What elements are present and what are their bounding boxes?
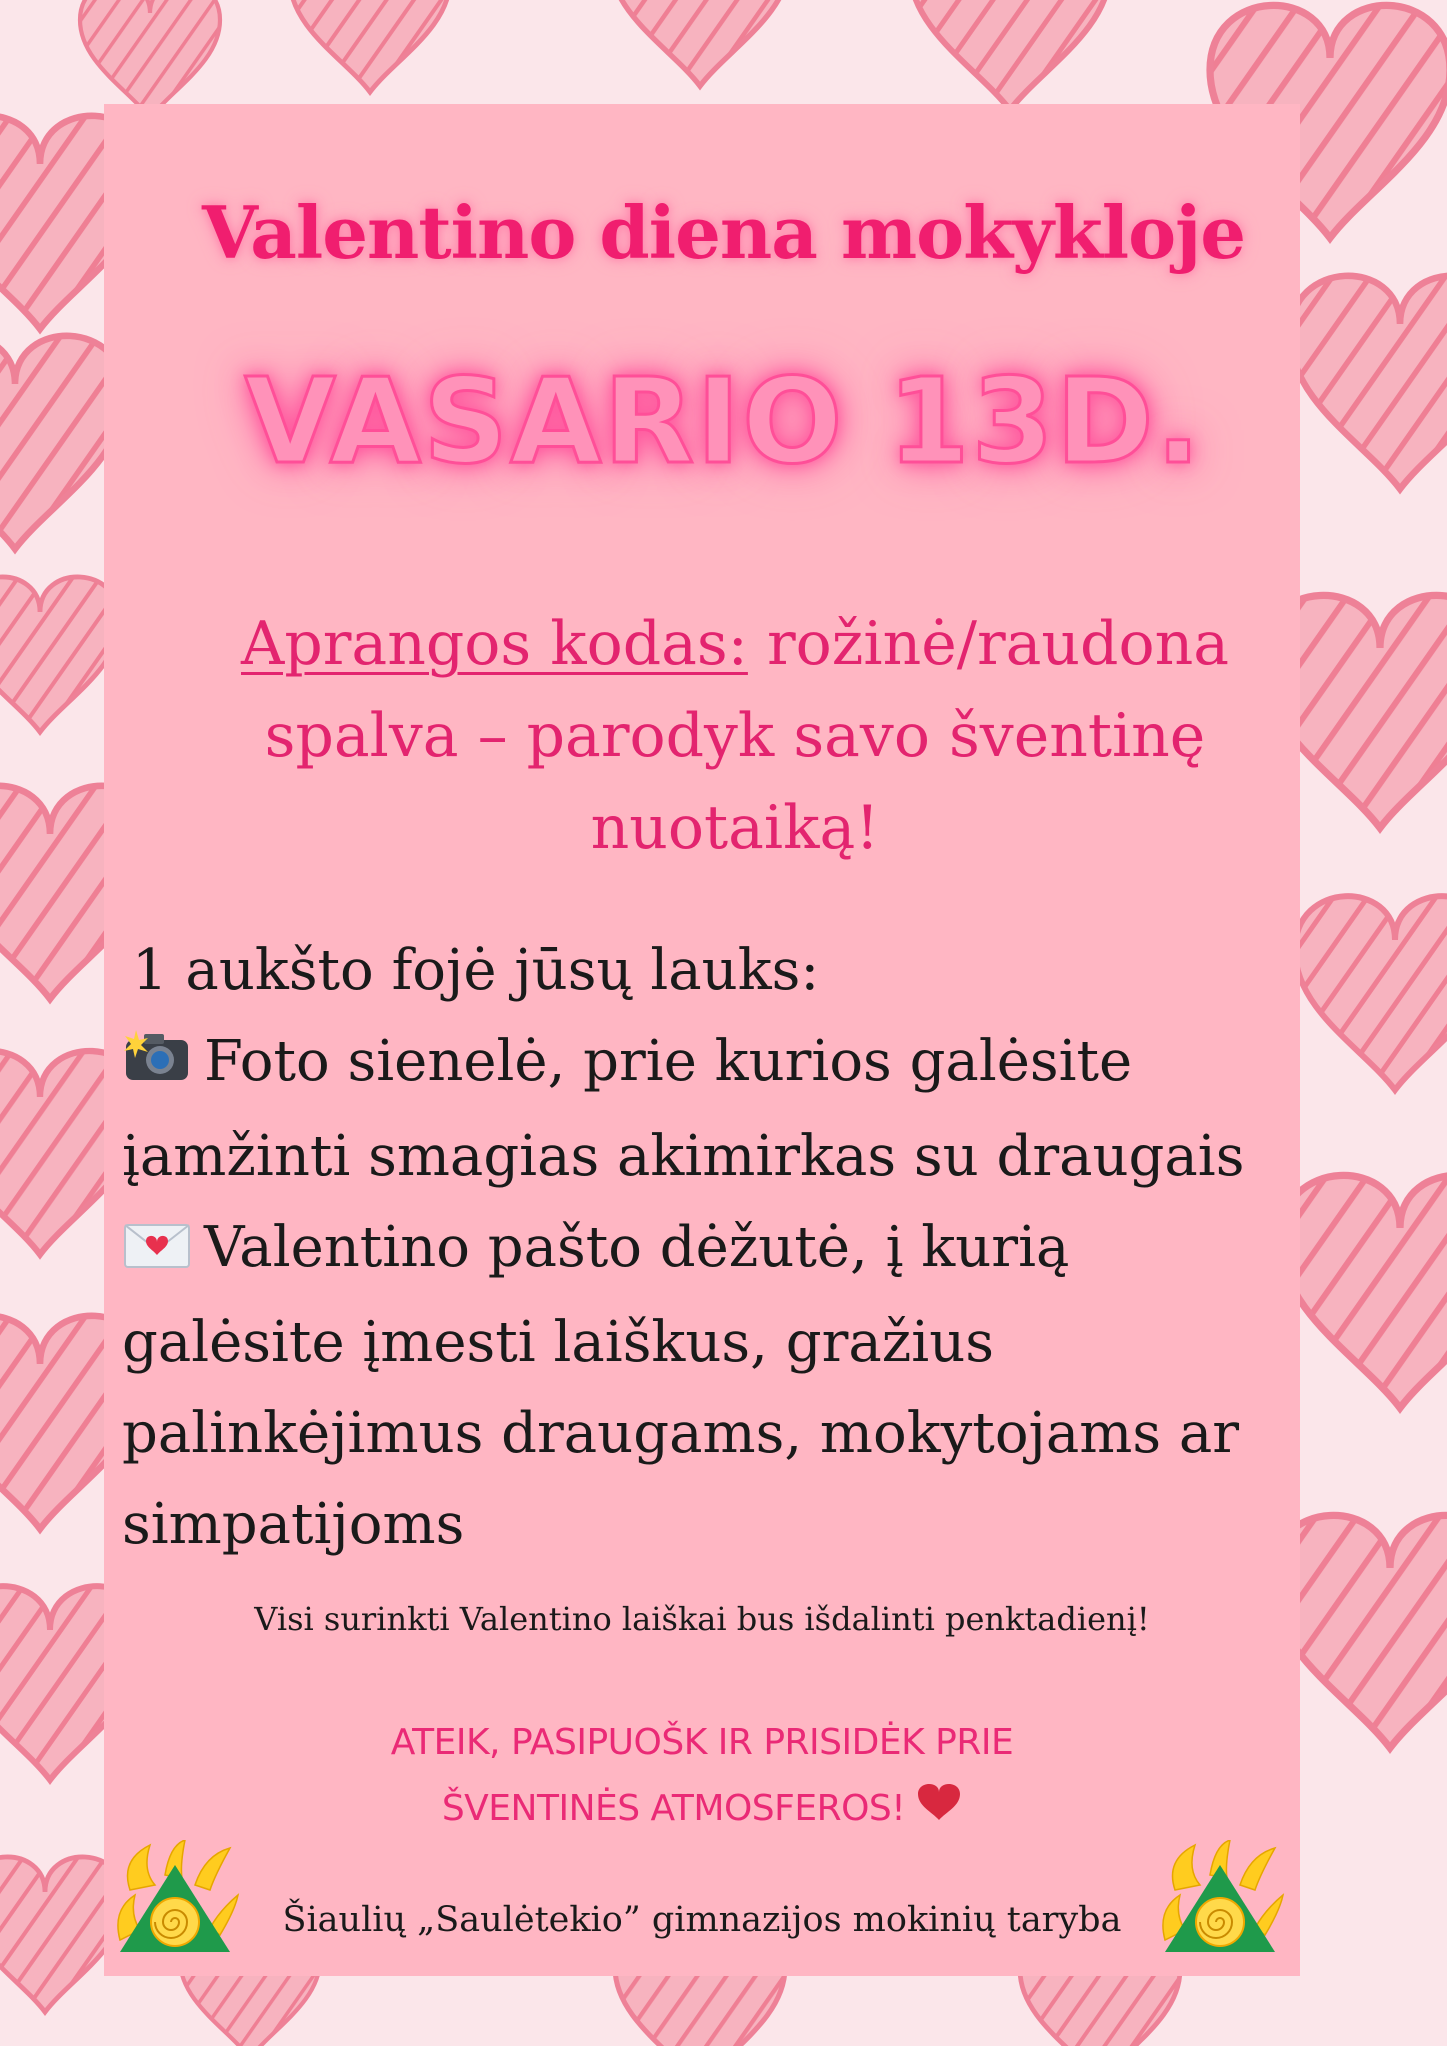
event-date: VASARIO 13D. bbox=[244, 352, 1203, 490]
dress-code-text-2: spalva – parodyk savo šventinę bbox=[264, 701, 1206, 771]
dress-code-text-3: nuotaiką! bbox=[590, 793, 880, 863]
cta-line-2: ŠVENTINĖS ATMOSFEROS! bbox=[441, 1788, 906, 1829]
dress-code bbox=[180, 598, 1290, 874]
activity-mailbox-line-2: galėsite įmesti laiškus, gražius bbox=[122, 1310, 994, 1375]
activities-section bbox=[122, 925, 1302, 1570]
activity-mailbox-line-1: Valentino pašto dėžutė, į kurią bbox=[204, 1215, 1070, 1280]
activity-mailbox-line-3: palinkėjimus draugams, mokytojams ar bbox=[122, 1401, 1240, 1466]
call-to-action bbox=[104, 1710, 1300, 1843]
camera-flash-icon bbox=[122, 1020, 192, 1111]
love-letter-icon bbox=[122, 1206, 192, 1297]
footer-organization: Šiaulių „Saulėtekio” gimnazijos mokinių taryba bbox=[282, 1900, 1122, 1940]
activity-item bbox=[122, 1202, 1302, 1570]
cta-line-1: ATEIK, PASIPUOŠK IR PRISIDĖK PRIE bbox=[390, 1722, 1014, 1763]
dress-code-label: Aprangos kodas: bbox=[241, 609, 748, 679]
dress-code-text-1: rožinė/raudona bbox=[747, 609, 1229, 679]
heart-icon bbox=[916, 1777, 962, 1843]
activity-photo-line-1: Foto sienelė, prie kurios galėsite bbox=[204, 1029, 1133, 1094]
activity-mailbox-line-4: simpatijoms bbox=[122, 1492, 465, 1557]
activity-photo-line-2: įamžinti smagias akimirkas su draugais bbox=[122, 1124, 1245, 1189]
poster-title: Valentino diena mokykloje bbox=[201, 190, 1246, 275]
letters-note: Visi surinkti Valentino laiškai bus išdalinti penktadienį! bbox=[254, 1600, 1150, 1638]
activities-heading: 1 aukšto fojė jūsų lauks: bbox=[132, 938, 820, 1003]
activity-item bbox=[122, 1016, 1302, 1202]
